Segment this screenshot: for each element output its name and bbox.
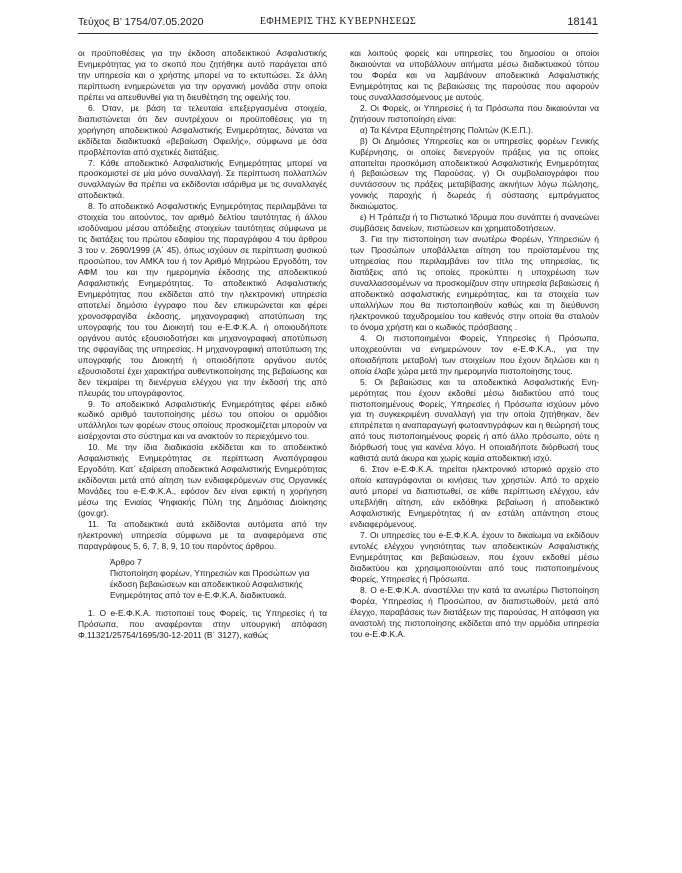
issue-number: Τεύχος Β’ 1754/07.05.2020 — [78, 16, 204, 28]
journal-title: ΕΦΗΜΕΡΙΣ ΤΗΣ ΚΥΒΕΡΝΗΣΕΩΣ — [259, 16, 417, 27]
paragraph: 7. Οι υπηρεσίες του e-Ε.Φ.Κ.Α. έχουν το δικαίωμα να εκδίδουν εντολές ελέγχου γνησιότητας των αποδεικτικών Ασφαλιστικής Ενημερότητας και βεβαιώσεων, που έχουν εκδοθεί μέσω διαδικτύου και χρησιμοποιούνται από τους πιστοποιημένους Φορείς, Υπηρεσίες ή Πρόσωπα. — [350, 529, 599, 584]
list-item: ε) Η Τράπεζα ή το Πιστωτικό Ίδρυμα που συνάπτει ή ανανεώνει συμβάσεις δανείων, πιστώσεων και χρηματοδοτήσεων. — [350, 212, 599, 234]
paragraph: 9. Το αποδεικτικό Ασφαλιστικής Ενημερότητας φέρει ειδικό κωδικό αριθμό ταυτοποίησης μέσω του οποίου οι αρμόδιοι υπάλληλοι των φορέων στους οποίους προσκομίζεται μπορούν να εισέρχονται στο σύστημα και να ανακτούν το περιεχόμενο του. — [78, 398, 327, 442]
paragraph: 2. Οι Φορείς, οι Υπηρεσίες ή τα Πρόσωπα που δικαιούνται να ζητήσουν πιστοποίηση είναι: — [350, 102, 599, 124]
article-subtitle: Πιστοποίηση φορέων, Υπηρεσιών και Προσώπων για έκδοση βεβαιώσεων και αποδεικτικού Ασφαλιστικής Ενημερότητας από τον e-Ε.Φ.Κ.Α. διαδικτυακά. — [110, 568, 310, 601]
page-header — [78, 14, 598, 30]
paragraph: 11. Τα αποδεικτικά αυτά εκδίδονται αυτόματα από την ηλεκτρονική υπηρεσία σύμφωνα με τα αναφερόμενα στις παραγράφους 5, 6, 7, 8, 9, 10 του παρόντος άρθρου. — [78, 518, 327, 551]
paragraph: 7. Κάθε αποδεικτικό Ασφαλιστικής Ενημερότητας μπορεί να προσκομιστεί σε μία μόνο συναλλαγή. Σε περίπτωση πολλαπλών συναλλαγών θα πρέπει να εκδίδονται ισάριθμα με τις συναλλαγές αποδεικτικά. — [78, 157, 327, 201]
paragraph: οι προϋποθέσεις για την έκδοση αποδεικτικού Ασφαλιστικής Ενημερότητας για το σκοπό που ζητήθηκε αυτό παράγεται από την υπηρεσία και ο χρήστης μπορεί να το εκτυπώσει. Σε άλλη περίπτωση ενημερώνεται για την οργανική μονάδα στην οποία πρέπει να απευθυνθεί για τη διευθέτηση της οφειλής του. — [78, 48, 327, 102]
paragraph: 4. Οι πιστοποιημένοι Φορείς, Υπηρεσίες ή Πρόσωπα, υποχρεούνται να ενημερώνουν τον e-Ε.Φ.Κ.Α., για την οποιαδήποτε μεταβολή των στοιχείων που έχουν δηλώσει και η οποία έλαβε χώρα μετά την ημερομηνία πιστοποίησης τους. — [350, 332, 599, 376]
article-title: Άρθρο 7 — [110, 556, 142, 567]
paragraph: 1. Ο e-Ε.Φ.Κ.Α. πιστοποιεί τους Φορείς, τις Υπηρεσίες ή τα Πρόσωπα, που αναφέρονται στην υπουργική απόφαση Φ.11321/25754/1695/30-12-2011 (Β΄ 3127), καθώς — [78, 607, 327, 640]
paragraph: 6. Στον e-Ε.Φ.Κ.Α. τηρείται ηλεκτρονικό ιστορικό αρχείο στο οποίο καταγράφονται οι κινήσεις των χρηστών. Από το αρχείο αυτό μπορεί να διαπιστωθεί, σε κάθε περίπτωση ελέγχου, εάν υπεβλήθη αίτηση, εάν εκδόθηκε βεβαίωση ή αποδεικτικό Ασφαλιστικής Ενημερότητας ή αν εστάλη απάντηση στους ενδιαφερόμενους. — [350, 464, 599, 529]
paragraph: 6. Όταν, με βάση τα τελευταία επεξεργασμένα στοιχεία, διαπιστώνεται ότι δεν συντρέχουν οι προϋποθέσεις για τη χορήγηση αποδεικτικού Ασφαλιστικής Ενημερότητας, δύναται να εκδίδεται διαδικτυακά «βεβαίωση Οφειλής», σύμφωνα με όσα προβλέπονται από σχετικές διατάξεις. — [78, 102, 327, 157]
paragraph: 3. Για την πιστοποίηση των ανωτέρω Φορέων, Υπηρεσιών ή των Προσώπων υποβάλλεται αίτηση του προϊσταμένου της υπηρεσίας που περιλαμβάνει τον τίτλο της υπηρεσίας, τις διατάξεις από τις οποίες προκύπτει η υποχρέωση των συναλλασσομένων να προσκομίζουν στην υπηρεσία βεβαιώσεις ή αποδεικτικό ασφαλιστικής ενημερότητας, και τα στοιχεία των υπαλλήλων που θα πιστοποιηθούν καθώς και τη διεύθυνση ηλεκτρονικού ταχυδρομείου του καθενός στην οποία θα σταλούν το όνομα χρήστη και ο κωδικός πρόσβασης . — [350, 234, 599, 332]
header-rule — [78, 33, 598, 34]
left-column — [78, 48, 327, 641]
list-item: β) Οι Δημόσιες Υπηρεσίες και οι υπηρεσίες φορέων Γενικής Κυβέρνησης, οι οποίες διενεργούν πράξεις για τις οποίες απαιτείται προσκόμιση αποδεικτικού Ασφαλιστικής Ενημερότητας ή βεβαιώσεων της Παρούσας. γ) Οι συμβολαιογράφοι που συντάσσουν τις πράξεις μεταβίβασης ακινήτων λόγω πώλησης, γονικής παροχής ή δωρεάς ή σύστασης εμπράγματος δικαιώματος. — [350, 135, 599, 212]
right-column — [350, 48, 599, 639]
paragraph: 8. Ο e-Ε.Φ.Κ.Α. αναστέλλει την κατά τα ανωτέρω Πιστοποίηση Φορέα, Υπηρεσίας ή Προσώπου, αν διαπιστωθούν, μετά από έλεγχο, παραβάσεις των διατάξεων της παρούσας. Η απόφαση για αναστολή της πιστοποίησης εκδίδεται από την αρμόδια υπηρεσία του e-Ε.Φ.Κ.Α. — [350, 584, 599, 639]
paragraph: 5. Οι βεβαιώσεις και τα αποδεικτικά Ασφαλιστικής Ενημερότητας που έχουν εκδοθεί μέσω διαδικτύου από τους πιστοποιημένους Φορείς, Υπηρεσίες ή Πρόσωπα ισχύουν μόνο για τη συγκεκριμένη συναλλαγή για την οποία ζητήθηκαν, δεν επιτρέπεται η αναπαραγωγή φωτοαντιγράφων και η θεώρησή τους από τους πιστοποιημένους φορείς ή από άλλο πρόσωπο, ούτε η διόρθωσή τους για κανένα λόγο. Η οποιαδήποτε διόρθωσή τους καθιστά αυτά άκυρα και χωρίς καμία αποδεικτική ισχύ. — [350, 376, 599, 464]
article-heading — [110, 557, 327, 602]
paragraph: και λοιπούς φορείς και υπηρεσίες του δημοσίου οι οποίοι δικαιούνται να υποβάλλουν αιτήματα μέσω διαδικτυακού τόπου του Φορέα και να λαμβάνουν αποδεικτικά Ασφαλιστικής Ενημερότητας και τις βεβαιώσεις της παρούσας που αφορούν τους συναλλασσόμενους με αυτούς. — [350, 48, 599, 102]
page-number: 18141 — [567, 16, 598, 28]
paragraph: 8. Το αποδεικτικό Ασφαλιστικής Ενημερότητας περιλαμβάνει τα στοιχεία του αιτούντος, τον αριθμό δελτίου ταυτότητας ή άλλου ισοδύναμου μέσου απόδειξης στοιχείων ταυτότητας σύμφωνα με τις διατάξεις του πρώτου εδαφίου της παραγράφου 4 του άρθρου 3 του ν. 2690/1999 (Α΄ 45), όπως ισχύουν σε περίπτωση φυσικού προσώπου, τον ΑΜΚΑ του ή τον Αριθμό Μητρώου Εργοδότη, τον ΑΦΜ του και την ημερομηνία έκδοσης της αποδεικτικού Ασφαλιστικής Ενημερότητας. Το αποδεικτικό Ασφαλιστικής Ενημερότητας που εκδίδεται από την ηλεκτρονική υπηρεσία αποτελεί δημόσιο έγγραφο που δεν επικυρώνεται και φέρει χρονοσφραγίδα έκδοσης, μηχανογραφική αποτύπωση της υπογραφής του του Διοικητή του e-Ε.Φ.Κ.Α. ή οποιουδήποτε οργάνου αυτός εξουσιοδοτήσει και μηχανογραφική αποτύπωση της σφραγίδας της υπηρεσίας. Η μηχανογραφική αποτύπωση της υπογραφής του Διοικητή ή οποιοδήποτε οργάνου αυτός εξουσιοδοτεί έχει χαρακτήρα αυθεντικοποίησης της βεβαίωσης και δεν τεκμαίρει τη διενέργεια ελέγχου για την έκδοσή της από πλευράς του υπογράφοντος. — [78, 201, 327, 398]
list-item: α) Τα Κέντρα Εξυπηρέτησης Πολιτών (Κ.Ε.Π.). — [360, 124, 534, 135]
paragraph: 10. Με την ίδια διαδικασία εκδίδεται και το αποδεικτικό Ασφαλιστικής Ενημερότητας σε περίπτωση Αναπόγραφου Εργοδότη. Κατ΄ εξαίρεση αποδεικτικά Ασφαλιστικής Ενημερότητας εκδίδονται μετά από αίτηση των ενδιαφερόμενων στις Οργανικές Μονάδες του e-Ε.Φ.Κ.Α., εφόσον δεν είναι εφικτή η χορήγηση μέσω της Ενιαίας Ψηφιακής Πύλη της Δημόσιας Διοίκησης (gov.gr). — [78, 442, 327, 519]
